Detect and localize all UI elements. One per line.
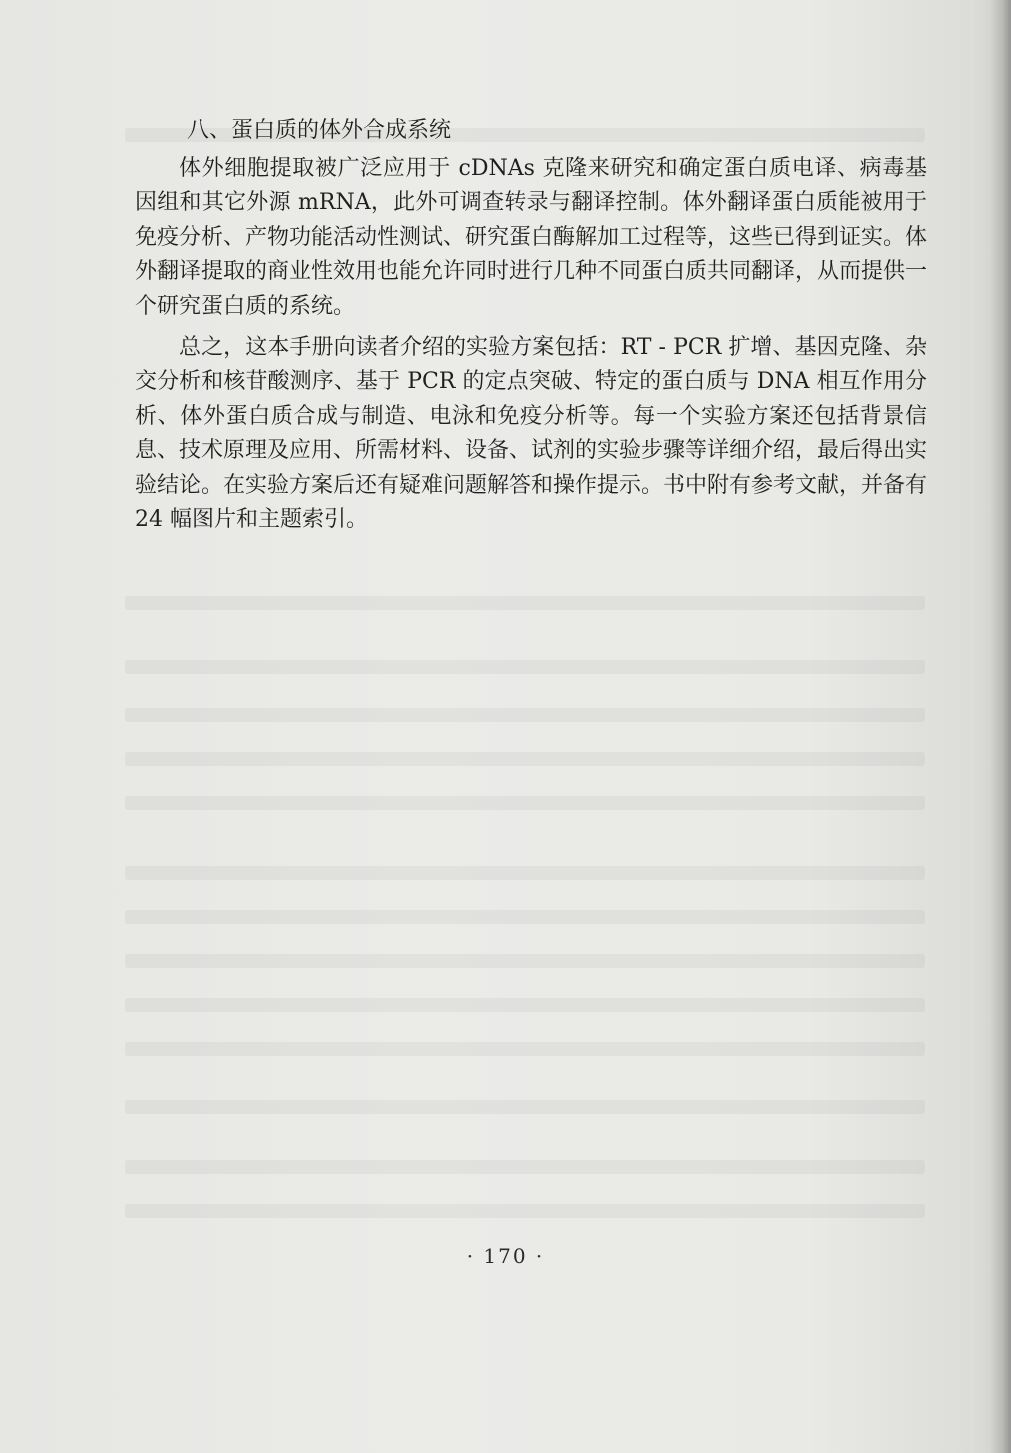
body-text [135,110,927,537]
bleed-through-line [125,866,925,880]
bleed-through-line [125,954,925,968]
bleed-through-line [125,660,925,674]
bleed-through-line [125,1204,925,1218]
bleed-through-line [125,796,925,810]
bleed-through-line [125,998,925,1012]
paragraph-summary: 总之，这本手册向读者介绍的实验方案包括：RT - PCR 扩增、基因克隆、杂交分析和核苷酸测序、基于 PCR 的定点突破、特定的蛋白质与 DNA 相互作用分析、体外蛋白质合成与制造、电泳和免疫分析等。每一个实验方案还包括背景信息、技术原理及应用、所需材料、设备、试剂的实验步骤等详细介绍，最后得出实验结论。在实验方案后还有疑难问题解答和操作提示。书中附有参考文献，并备有 24 幅图片和主题索引。 [135,335,928,533]
section-heading: 八、蛋白质的体外合成系统 [187,118,452,143]
bleed-through-line [125,708,925,722]
page-number: · 170 · [466,1244,545,1268]
bleed-through-line [125,596,925,610]
page-binding-shadow [989,0,1011,1453]
bleed-through-line [125,910,925,924]
bleed-through-line [125,1042,925,1056]
bleed-through-line [125,1100,925,1114]
bleed-through-line [125,1160,925,1174]
paragraph-protein-synthesis: 体外细胞提取被广泛应用于 cDNAs 克隆来研究和确定蛋白质电译、病毒基因组和其它外源 mRNA，此外可调查转录与翻译控制。体外翻译蛋白质能被用于免疫分析、产物功能活动性测试、研究蛋白酶解加工过程等，这些已得到证实。体外翻译提取的商业性效用也能允许同时进行几种不同蛋白质共同翻译，从而提供一个研究蛋白质的系统。 [135,156,928,319]
bleed-through-line [125,752,925,766]
